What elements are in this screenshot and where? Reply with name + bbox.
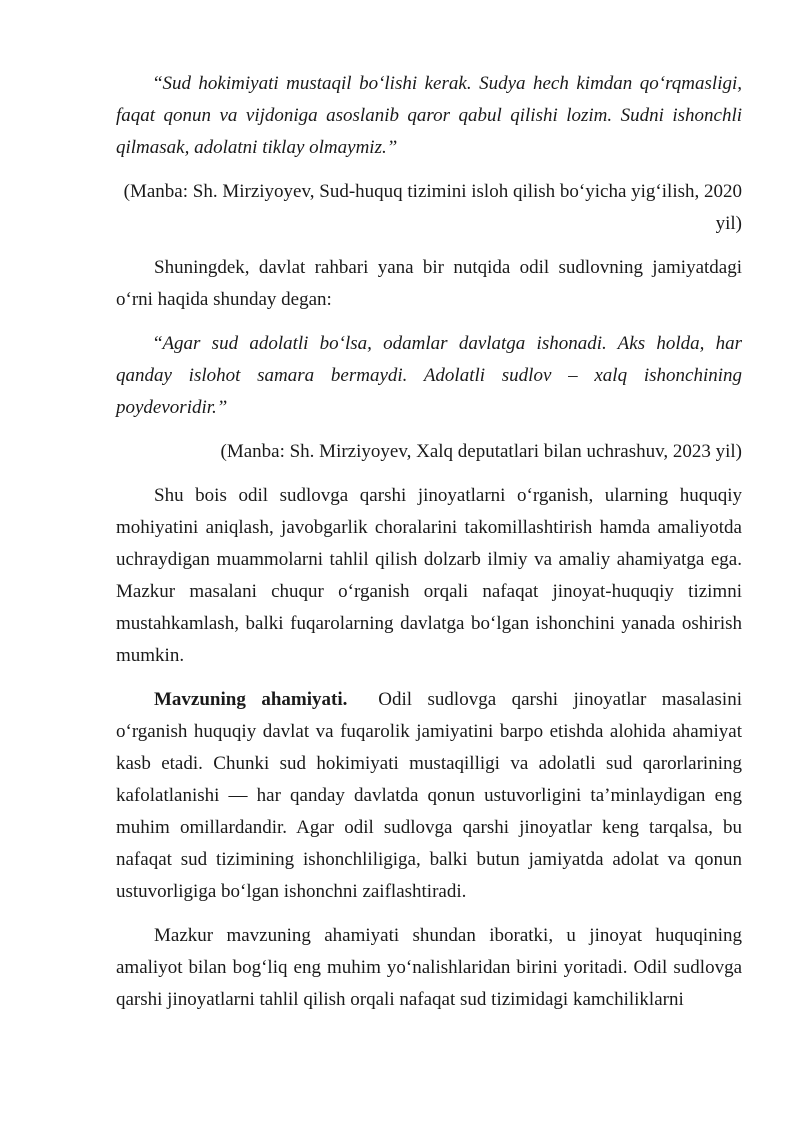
section-heading: Mavzuning ahamiyati. xyxy=(154,689,348,710)
quote-text-2: Agar sud adolatli bo‘lsa, odamlar davlatga ishonadi. Aks holda, har qanday islohot samara bermaydi. Adolatli sudlov – xalq ishonchining poydevoridir.” xyxy=(116,333,742,418)
quote-text-1: Sud hokimiyati mustaqil bo‘lishi kerak. Sudya hech kimdan qo‘rqmasligi, faqat qonun va vijdoniga asoslanib qaror qabul qilishi lozim. Sudni ishonchli qilmasak, adolatni tiklay olmaymiz.” xyxy=(116,73,742,158)
section-body: Odil sudlovga qarshi jinoyatlar masalasini o‘rganish huquqiy davlat va fuqarolik jamiyatini barpo etishda alohida ahamiyat kasb etadi. Chunki sud hokimiyati mustaqilligi va adolatli sud qarorlarining kafolatlanishi — har qanday davlatda qonun ustuvorligini ta’minlaydigan eng muhim omillardandir. Agar odil sudlovga qarshi jinoyatlar keng tarqalsa, bu nafaqat sud tizimining ishonchliligiga, balki butun jamiyatda adolat va qonun ustuvorligiga bo‘lgan ishonchni zaiflashtiradi. xyxy=(116,689,742,902)
quote-source-1: (Manba: Sh. Mirziyoyev, Sud-huquq tizimini isloh qilish bo‘yicha yig‘ilish, 2020 yil) xyxy=(123,181,742,234)
intro-paragraph: Shuningdek, davlat rahbari yana bir nutqida odil sudlovning jamiyatdagi o‘rni haqida shunday degan: xyxy=(116,257,742,310)
quote-paragraph-2 xyxy=(116,328,742,424)
closing-paragraph: Mazkur mavzuning ahamiyati shundan iboratki, u jinoyat huquqining amaliyot bilan bog‘liq eng muhim yo‘nalishlaridan birini yoritadi. Odil sudlovga qarshi jinoyatlarni tahlil qilish orqali nafaqat sud tizimidagi kamchiliklarni xyxy=(116,925,742,1010)
quote-paragraph-1 xyxy=(116,68,742,164)
quote-open-mark: “ xyxy=(154,333,163,354)
study-paragraph: Shu bois odil sudlovga qarshi jinoyatlarni o‘rganish, ularning huquqiy mohiyatini aniqlash, javobgarlik choralarini takomillashtirish hamda amaliyotda uchraydigan muammolarni tahlil qilish dolzarb ilmiy va amaliy ahamiyatga ega. Mazkur masalani chuqur o‘rganish orqali nafaqat jinoyat-huquqiy tizimni mustahkamlash, balki fuqarolarning davlatga bo‘lgan ishonchini yanada oshirish mumkin. xyxy=(116,485,742,666)
quote-source-2: (Manba: Sh. Mirziyoyev, Xalq deputatlari bilan uchrashuv, 2023 yil) xyxy=(220,441,742,462)
significance-paragraph xyxy=(116,684,742,908)
quote-open-mark: “ xyxy=(154,73,163,94)
